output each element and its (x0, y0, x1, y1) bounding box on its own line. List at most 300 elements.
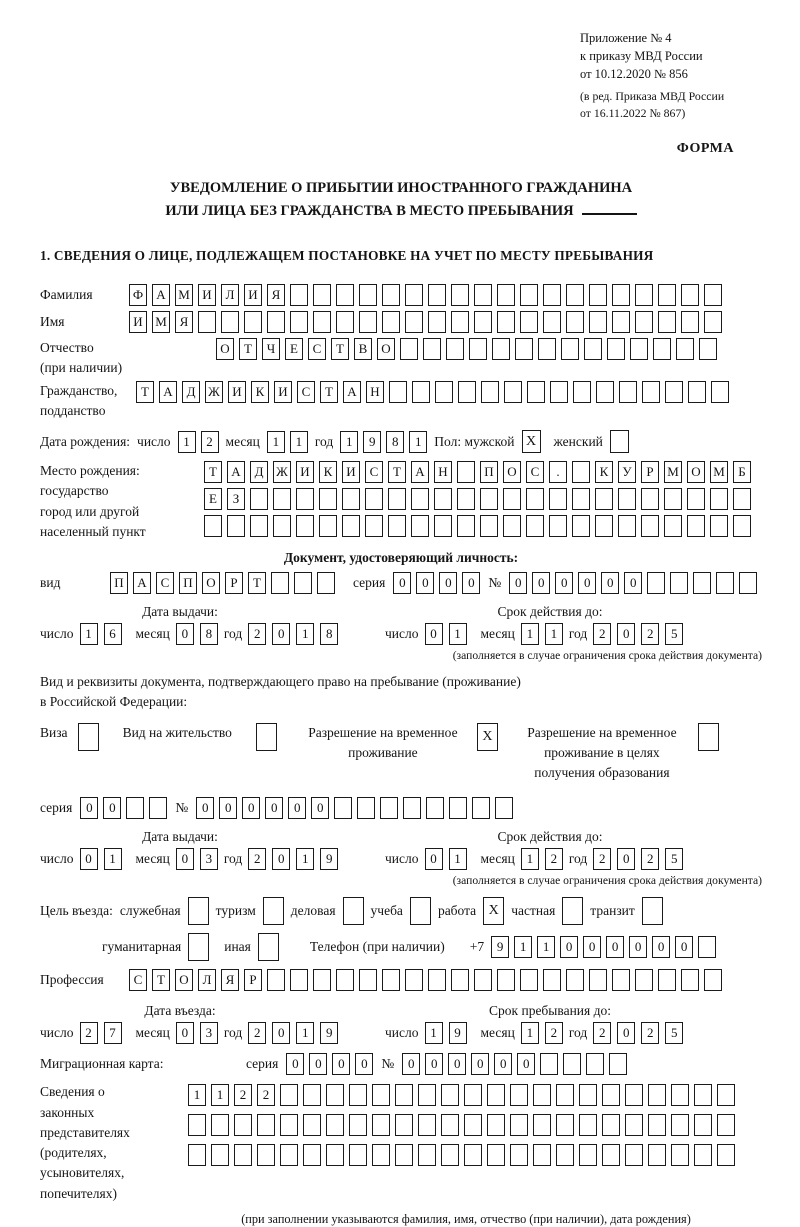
form-cell[interactable] (372, 1144, 390, 1166)
form-cell[interactable]: 2 (641, 1022, 659, 1044)
form-cell[interactable] (290, 311, 308, 333)
form-cell[interactable]: П (179, 572, 197, 594)
form-cell[interactable]: 0 (176, 623, 194, 645)
form-cell[interactable] (480, 515, 498, 537)
form-cell[interactable] (326, 1114, 344, 1136)
form-cell[interactable]: Т (136, 381, 154, 403)
form-cell[interactable]: 9 (363, 431, 381, 453)
form-cell[interactable]: 0 (416, 572, 434, 594)
form-cell[interactable]: 9 (320, 848, 338, 870)
form-cell[interactable] (625, 1144, 643, 1166)
form-cell[interactable] (653, 338, 671, 360)
form-cell[interactable] (349, 1114, 367, 1136)
form-cell[interactable] (602, 1144, 620, 1166)
form-cell[interactable] (234, 1144, 252, 1166)
form-cell[interactable] (326, 1144, 344, 1166)
form-cell[interactable]: Ф (129, 284, 147, 306)
form-cell[interactable]: И (129, 311, 147, 333)
form-cell[interactable]: 0 (219, 797, 237, 819)
form-cell[interactable] (423, 338, 441, 360)
form-cell[interactable]: 2 (593, 848, 611, 870)
form-cell[interactable] (710, 488, 728, 510)
form-cell[interactable] (280, 1144, 298, 1166)
form-cell[interactable]: 0 (242, 797, 260, 819)
form-cell[interactable] (572, 488, 590, 510)
form-cell[interactable]: Т (248, 572, 266, 594)
form-cell[interactable]: И (244, 284, 262, 306)
form-cell[interactable] (687, 488, 705, 510)
form-cell[interactable] (359, 311, 377, 333)
form-cell[interactable]: С (156, 572, 174, 594)
form-cell[interactable]: 2 (248, 1022, 266, 1044)
form-cell[interactable]: 7 (104, 1022, 122, 1044)
form-cell[interactable]: М (710, 461, 728, 483)
form-cell[interactable]: 2 (545, 848, 563, 870)
form-cell[interactable] (625, 1084, 643, 1106)
form-cell[interactable]: 0 (355, 1053, 373, 1075)
form-cell[interactable]: И (228, 381, 246, 403)
form-cell[interactable] (326, 1084, 344, 1106)
form-cell[interactable] (400, 338, 418, 360)
form-cell[interactable]: 5 (665, 1022, 683, 1044)
form-cell[interactable]: Р (225, 572, 243, 594)
form-cell[interactable] (411, 515, 429, 537)
form-cell[interactable] (579, 1084, 597, 1106)
form-cell[interactable] (619, 381, 637, 403)
form-cell[interactable] (294, 572, 312, 594)
form-cell[interactable] (526, 515, 544, 537)
form-cell[interactable] (710, 515, 728, 537)
form-cell[interactable]: В (354, 338, 372, 360)
form-cell[interactable] (520, 284, 538, 306)
form-cell[interactable]: 0 (617, 1022, 635, 1044)
form-cell[interactable]: Я (175, 311, 193, 333)
form-cell[interactable] (550, 381, 568, 403)
form-cell[interactable] (566, 284, 584, 306)
form-cell[interactable] (566, 311, 584, 333)
form-cell[interactable] (434, 488, 452, 510)
residence-permit-checkbox[interactable] (256, 723, 277, 751)
form-cell[interactable] (584, 338, 602, 360)
form-cell[interactable]: Ж (273, 461, 291, 483)
form-cell[interactable] (596, 381, 614, 403)
form-cell[interactable]: 0 (286, 1053, 304, 1075)
form-cell[interactable] (426, 797, 444, 819)
form-cell[interactable] (487, 1114, 505, 1136)
form-cell[interactable] (428, 284, 446, 306)
form-cell[interactable] (188, 1114, 206, 1136)
form-cell[interactable] (382, 969, 400, 991)
form-cell[interactable]: И (274, 381, 292, 403)
form-cell[interactable] (658, 284, 676, 306)
form-cell[interactable]: 0 (425, 1053, 443, 1075)
form-cell[interactable] (446, 338, 464, 360)
form-cell[interactable] (273, 488, 291, 510)
form-cell[interactable] (380, 797, 398, 819)
form-cell[interactable] (566, 969, 584, 991)
form-cell[interactable] (540, 1053, 558, 1075)
form-cell[interactable] (334, 797, 352, 819)
form-cell[interactable]: С (365, 461, 383, 483)
form-cell[interactable]: 1 (449, 848, 467, 870)
form-cell[interactable] (699, 338, 717, 360)
form-cell[interactable] (204, 515, 222, 537)
form-cell[interactable] (464, 1144, 482, 1166)
form-cell[interactable] (694, 1144, 712, 1166)
form-cell[interactable] (458, 381, 476, 403)
form-cell[interactable] (671, 1144, 689, 1166)
form-cell[interactable] (664, 488, 682, 510)
form-cell[interactable] (405, 284, 423, 306)
purpose-other-checkbox[interactable] (258, 933, 279, 961)
form-cell[interactable]: О (216, 338, 234, 360)
form-cell[interactable]: Т (152, 969, 170, 991)
form-cell[interactable] (538, 338, 556, 360)
form-cell[interactable]: А (133, 572, 151, 594)
form-cell[interactable]: 0 (624, 572, 642, 594)
form-cell[interactable]: 0 (601, 572, 619, 594)
form-cell[interactable] (612, 969, 630, 991)
form-cell[interactable] (464, 1084, 482, 1106)
form-cell[interactable]: Т (331, 338, 349, 360)
purpose-study-checkbox[interactable] (410, 897, 431, 925)
form-cell[interactable]: 9 (320, 1022, 338, 1044)
form-cell[interactable] (635, 311, 653, 333)
form-cell[interactable] (405, 969, 423, 991)
form-cell[interactable]: Т (204, 461, 222, 483)
form-cell[interactable] (441, 1084, 459, 1106)
form-cell[interactable] (595, 515, 613, 537)
form-cell[interactable]: С (526, 461, 544, 483)
form-cell[interactable] (149, 797, 167, 819)
form-cell[interactable] (405, 311, 423, 333)
form-cell[interactable]: 3 (200, 848, 218, 870)
form-cell[interactable] (671, 1084, 689, 1106)
form-cell[interactable] (589, 284, 607, 306)
edu-permit-checkbox[interactable] (698, 723, 719, 751)
form-cell[interactable] (543, 969, 561, 991)
form-cell[interactable]: 1 (514, 936, 532, 958)
form-cell[interactable] (533, 1144, 551, 1166)
form-cell[interactable]: Д (182, 381, 200, 403)
form-cell[interactable]: М (664, 461, 682, 483)
form-cell[interactable]: А (227, 461, 245, 483)
form-cell[interactable] (504, 381, 522, 403)
form-cell[interactable]: 1 (537, 936, 555, 958)
form-cell[interactable] (694, 1114, 712, 1136)
form-cell[interactable]: Л (198, 969, 216, 991)
form-cell[interactable]: 0 (80, 797, 98, 819)
form-cell[interactable]: 1 (296, 623, 314, 645)
form-cell[interactable]: О (687, 461, 705, 483)
form-cell[interactable] (563, 1053, 581, 1075)
form-cell[interactable] (733, 488, 751, 510)
form-cell[interactable] (382, 311, 400, 333)
form-cell[interactable] (372, 1084, 390, 1106)
form-cell[interactable] (457, 461, 475, 483)
form-cell[interactable]: Б (733, 461, 751, 483)
form-cell[interactable]: 1 (178, 431, 196, 453)
form-cell[interactable] (612, 284, 630, 306)
form-cell[interactable] (495, 797, 513, 819)
form-cell[interactable] (543, 311, 561, 333)
form-cell[interactable] (434, 515, 452, 537)
form-cell[interactable]: 0 (617, 623, 635, 645)
form-cell[interactable]: 0 (555, 572, 573, 594)
form-cell[interactable] (451, 311, 469, 333)
form-cell[interactable] (625, 1114, 643, 1136)
form-cell[interactable] (658, 311, 676, 333)
form-cell[interactable] (250, 515, 268, 537)
form-cell[interactable] (704, 969, 722, 991)
form-cell[interactable] (273, 515, 291, 537)
form-cell[interactable]: . (549, 461, 567, 483)
form-cell[interactable]: Н (366, 381, 384, 403)
form-cell[interactable]: О (202, 572, 220, 594)
form-cell[interactable] (609, 1053, 627, 1075)
form-cell[interactable]: Д (250, 461, 268, 483)
form-cell[interactable] (658, 969, 676, 991)
form-cell[interactable]: 1 (104, 848, 122, 870)
form-cell[interactable] (296, 515, 314, 537)
form-cell[interactable] (711, 381, 729, 403)
form-cell[interactable] (313, 969, 331, 991)
form-cell[interactable] (630, 338, 648, 360)
form-cell[interactable] (556, 1144, 574, 1166)
form-cell[interactable]: 0 (439, 572, 457, 594)
form-cell[interactable]: 9 (491, 936, 509, 958)
form-cell[interactable] (234, 1114, 252, 1136)
form-cell[interactable] (441, 1144, 459, 1166)
form-cell[interactable] (676, 338, 694, 360)
form-cell[interactable]: 5 (665, 848, 683, 870)
form-cell[interactable] (515, 338, 533, 360)
form-cell[interactable] (681, 969, 699, 991)
form-cell[interactable] (319, 515, 337, 537)
temp-permit-checkbox[interactable]: X (477, 723, 498, 751)
form-cell[interactable]: 0 (532, 572, 550, 594)
form-cell[interactable]: 1 (409, 431, 427, 453)
form-cell[interactable]: Р (244, 969, 262, 991)
form-cell[interactable] (704, 284, 722, 306)
form-cell[interactable]: 1 (521, 1022, 539, 1044)
form-cell[interactable] (717, 1144, 735, 1166)
form-cell[interactable] (474, 284, 492, 306)
form-cell[interactable] (641, 488, 659, 510)
form-cell[interactable]: С (308, 338, 326, 360)
form-cell[interactable] (389, 381, 407, 403)
form-cell[interactable] (681, 311, 699, 333)
form-cell[interactable]: О (175, 969, 193, 991)
form-cell[interactable] (635, 284, 653, 306)
form-cell[interactable] (395, 1144, 413, 1166)
form-cell[interactable]: 1 (296, 848, 314, 870)
form-cell[interactable] (257, 1114, 275, 1136)
form-cell[interactable] (451, 969, 469, 991)
form-cell[interactable]: Т (388, 461, 406, 483)
form-cell[interactable] (572, 515, 590, 537)
form-cell[interactable]: 6 (104, 623, 122, 645)
form-cell[interactable]: 0 (288, 797, 306, 819)
form-cell[interactable] (267, 969, 285, 991)
form-cell[interactable] (589, 311, 607, 333)
form-cell[interactable] (664, 515, 682, 537)
form-cell[interactable] (492, 338, 510, 360)
form-cell[interactable]: 1 (290, 431, 308, 453)
form-cell[interactable]: 0 (509, 572, 527, 594)
form-cell[interactable] (549, 515, 567, 537)
form-cell[interactable] (435, 381, 453, 403)
form-cell[interactable]: 2 (257, 1084, 275, 1106)
form-cell[interactable] (533, 1084, 551, 1106)
form-cell[interactable]: О (503, 461, 521, 483)
form-cell[interactable] (336, 284, 354, 306)
form-cell[interactable] (296, 488, 314, 510)
form-cell[interactable]: К (251, 381, 269, 403)
purpose-private-checkbox[interactable] (562, 897, 583, 925)
form-cell[interactable] (561, 338, 579, 360)
form-cell[interactable]: 0 (272, 848, 290, 870)
form-cell[interactable] (188, 1144, 206, 1166)
form-cell[interactable] (342, 488, 360, 510)
form-cell[interactable] (618, 515, 636, 537)
form-cell[interactable] (520, 311, 538, 333)
form-cell[interactable]: 0 (494, 1053, 512, 1075)
form-cell[interactable]: 0 (265, 797, 283, 819)
form-cell[interactable]: К (595, 461, 613, 483)
form-cell[interactable] (497, 969, 515, 991)
form-cell[interactable] (573, 381, 591, 403)
form-cell[interactable] (612, 311, 630, 333)
form-cell[interactable]: Ч (262, 338, 280, 360)
form-cell[interactable]: Н (434, 461, 452, 483)
form-cell[interactable] (474, 969, 492, 991)
form-cell[interactable]: 8 (320, 623, 338, 645)
form-cell[interactable]: П (480, 461, 498, 483)
form-cell[interactable]: 0 (629, 936, 647, 958)
form-cell[interactable] (303, 1084, 321, 1106)
form-cell[interactable] (457, 488, 475, 510)
form-cell[interactable] (211, 1144, 229, 1166)
form-cell[interactable] (303, 1144, 321, 1166)
form-cell[interactable] (280, 1114, 298, 1136)
form-cell[interactable]: 0 (471, 1053, 489, 1075)
form-cell[interactable]: 8 (386, 431, 404, 453)
form-cell[interactable]: 0 (309, 1053, 327, 1075)
form-cell[interactable] (487, 1144, 505, 1166)
form-cell[interactable] (319, 488, 337, 510)
form-cell[interactable]: 2 (545, 1022, 563, 1044)
form-cell[interactable]: 0 (272, 623, 290, 645)
form-cell[interactable]: 0 (462, 572, 480, 594)
form-cell[interactable]: 0 (402, 1053, 420, 1075)
form-cell[interactable]: 0 (517, 1053, 535, 1075)
form-cell[interactable] (595, 488, 613, 510)
form-cell[interactable]: М (175, 284, 193, 306)
form-cell[interactable]: 0 (652, 936, 670, 958)
form-cell[interactable] (418, 1144, 436, 1166)
form-cell[interactable] (503, 515, 521, 537)
form-cell[interactable] (349, 1084, 367, 1106)
form-cell[interactable]: 0 (176, 848, 194, 870)
form-cell[interactable] (365, 515, 383, 537)
form-cell[interactable]: 8 (200, 623, 218, 645)
form-cell[interactable]: З (227, 488, 245, 510)
form-cell[interactable] (474, 311, 492, 333)
form-cell[interactable] (457, 515, 475, 537)
form-cell[interactable] (717, 1114, 735, 1136)
form-cell[interactable] (510, 1114, 528, 1136)
form-cell[interactable] (472, 797, 490, 819)
form-cell[interactable] (602, 1114, 620, 1136)
form-cell[interactable] (250, 488, 268, 510)
form-cell[interactable] (586, 1053, 604, 1075)
form-cell[interactable] (487, 1084, 505, 1106)
form-cell[interactable]: К (319, 461, 337, 483)
form-cell[interactable] (602, 1084, 620, 1106)
form-cell[interactable]: 3 (200, 1022, 218, 1044)
form-cell[interactable] (698, 936, 716, 958)
form-cell[interactable]: 2 (248, 623, 266, 645)
form-cell[interactable] (428, 969, 446, 991)
form-cell[interactable]: Т (239, 338, 257, 360)
form-cell[interactable] (671, 1114, 689, 1136)
form-cell[interactable] (126, 797, 144, 819)
form-cell[interactable]: 1 (267, 431, 285, 453)
form-cell[interactable]: 0 (332, 1053, 350, 1075)
form-cell[interactable]: Е (285, 338, 303, 360)
form-cell[interactable] (365, 488, 383, 510)
form-cell[interactable]: 0 (80, 848, 98, 870)
visa-checkbox[interactable] (78, 723, 99, 751)
form-cell[interactable] (428, 311, 446, 333)
form-cell[interactable]: А (411, 461, 429, 483)
form-cell[interactable] (359, 284, 377, 306)
form-cell[interactable] (510, 1084, 528, 1106)
form-cell[interactable] (648, 1084, 666, 1106)
form-cell[interactable]: 0 (578, 572, 596, 594)
form-cell[interactable]: 1 (211, 1084, 229, 1106)
form-cell[interactable] (642, 381, 660, 403)
form-cell[interactable] (388, 515, 406, 537)
form-cell[interactable]: 0 (675, 936, 693, 958)
form-cell[interactable]: С (129, 969, 147, 991)
form-cell[interactable] (441, 1114, 459, 1136)
form-cell[interactable] (503, 488, 521, 510)
form-cell[interactable] (303, 1114, 321, 1136)
form-cell[interactable] (694, 1084, 712, 1106)
form-cell[interactable] (607, 338, 625, 360)
form-cell[interactable] (336, 311, 354, 333)
form-cell[interactable] (412, 381, 430, 403)
purpose-work-checkbox[interactable]: X (483, 897, 504, 925)
form-cell[interactable] (257, 1144, 275, 1166)
form-cell[interactable] (670, 572, 688, 594)
form-cell[interactable]: 9 (449, 1022, 467, 1044)
form-cell[interactable] (418, 1084, 436, 1106)
form-cell[interactable] (357, 797, 375, 819)
form-cell[interactable] (687, 515, 705, 537)
form-cell[interactable] (280, 1084, 298, 1106)
form-cell[interactable] (543, 284, 561, 306)
form-cell[interactable]: 0 (272, 1022, 290, 1044)
form-cell[interactable] (647, 572, 665, 594)
form-cell[interactable] (497, 284, 515, 306)
form-cell[interactable]: 2 (234, 1084, 252, 1106)
form-cell[interactable] (227, 515, 245, 537)
form-cell[interactable] (336, 969, 354, 991)
form-cell[interactable] (221, 311, 239, 333)
